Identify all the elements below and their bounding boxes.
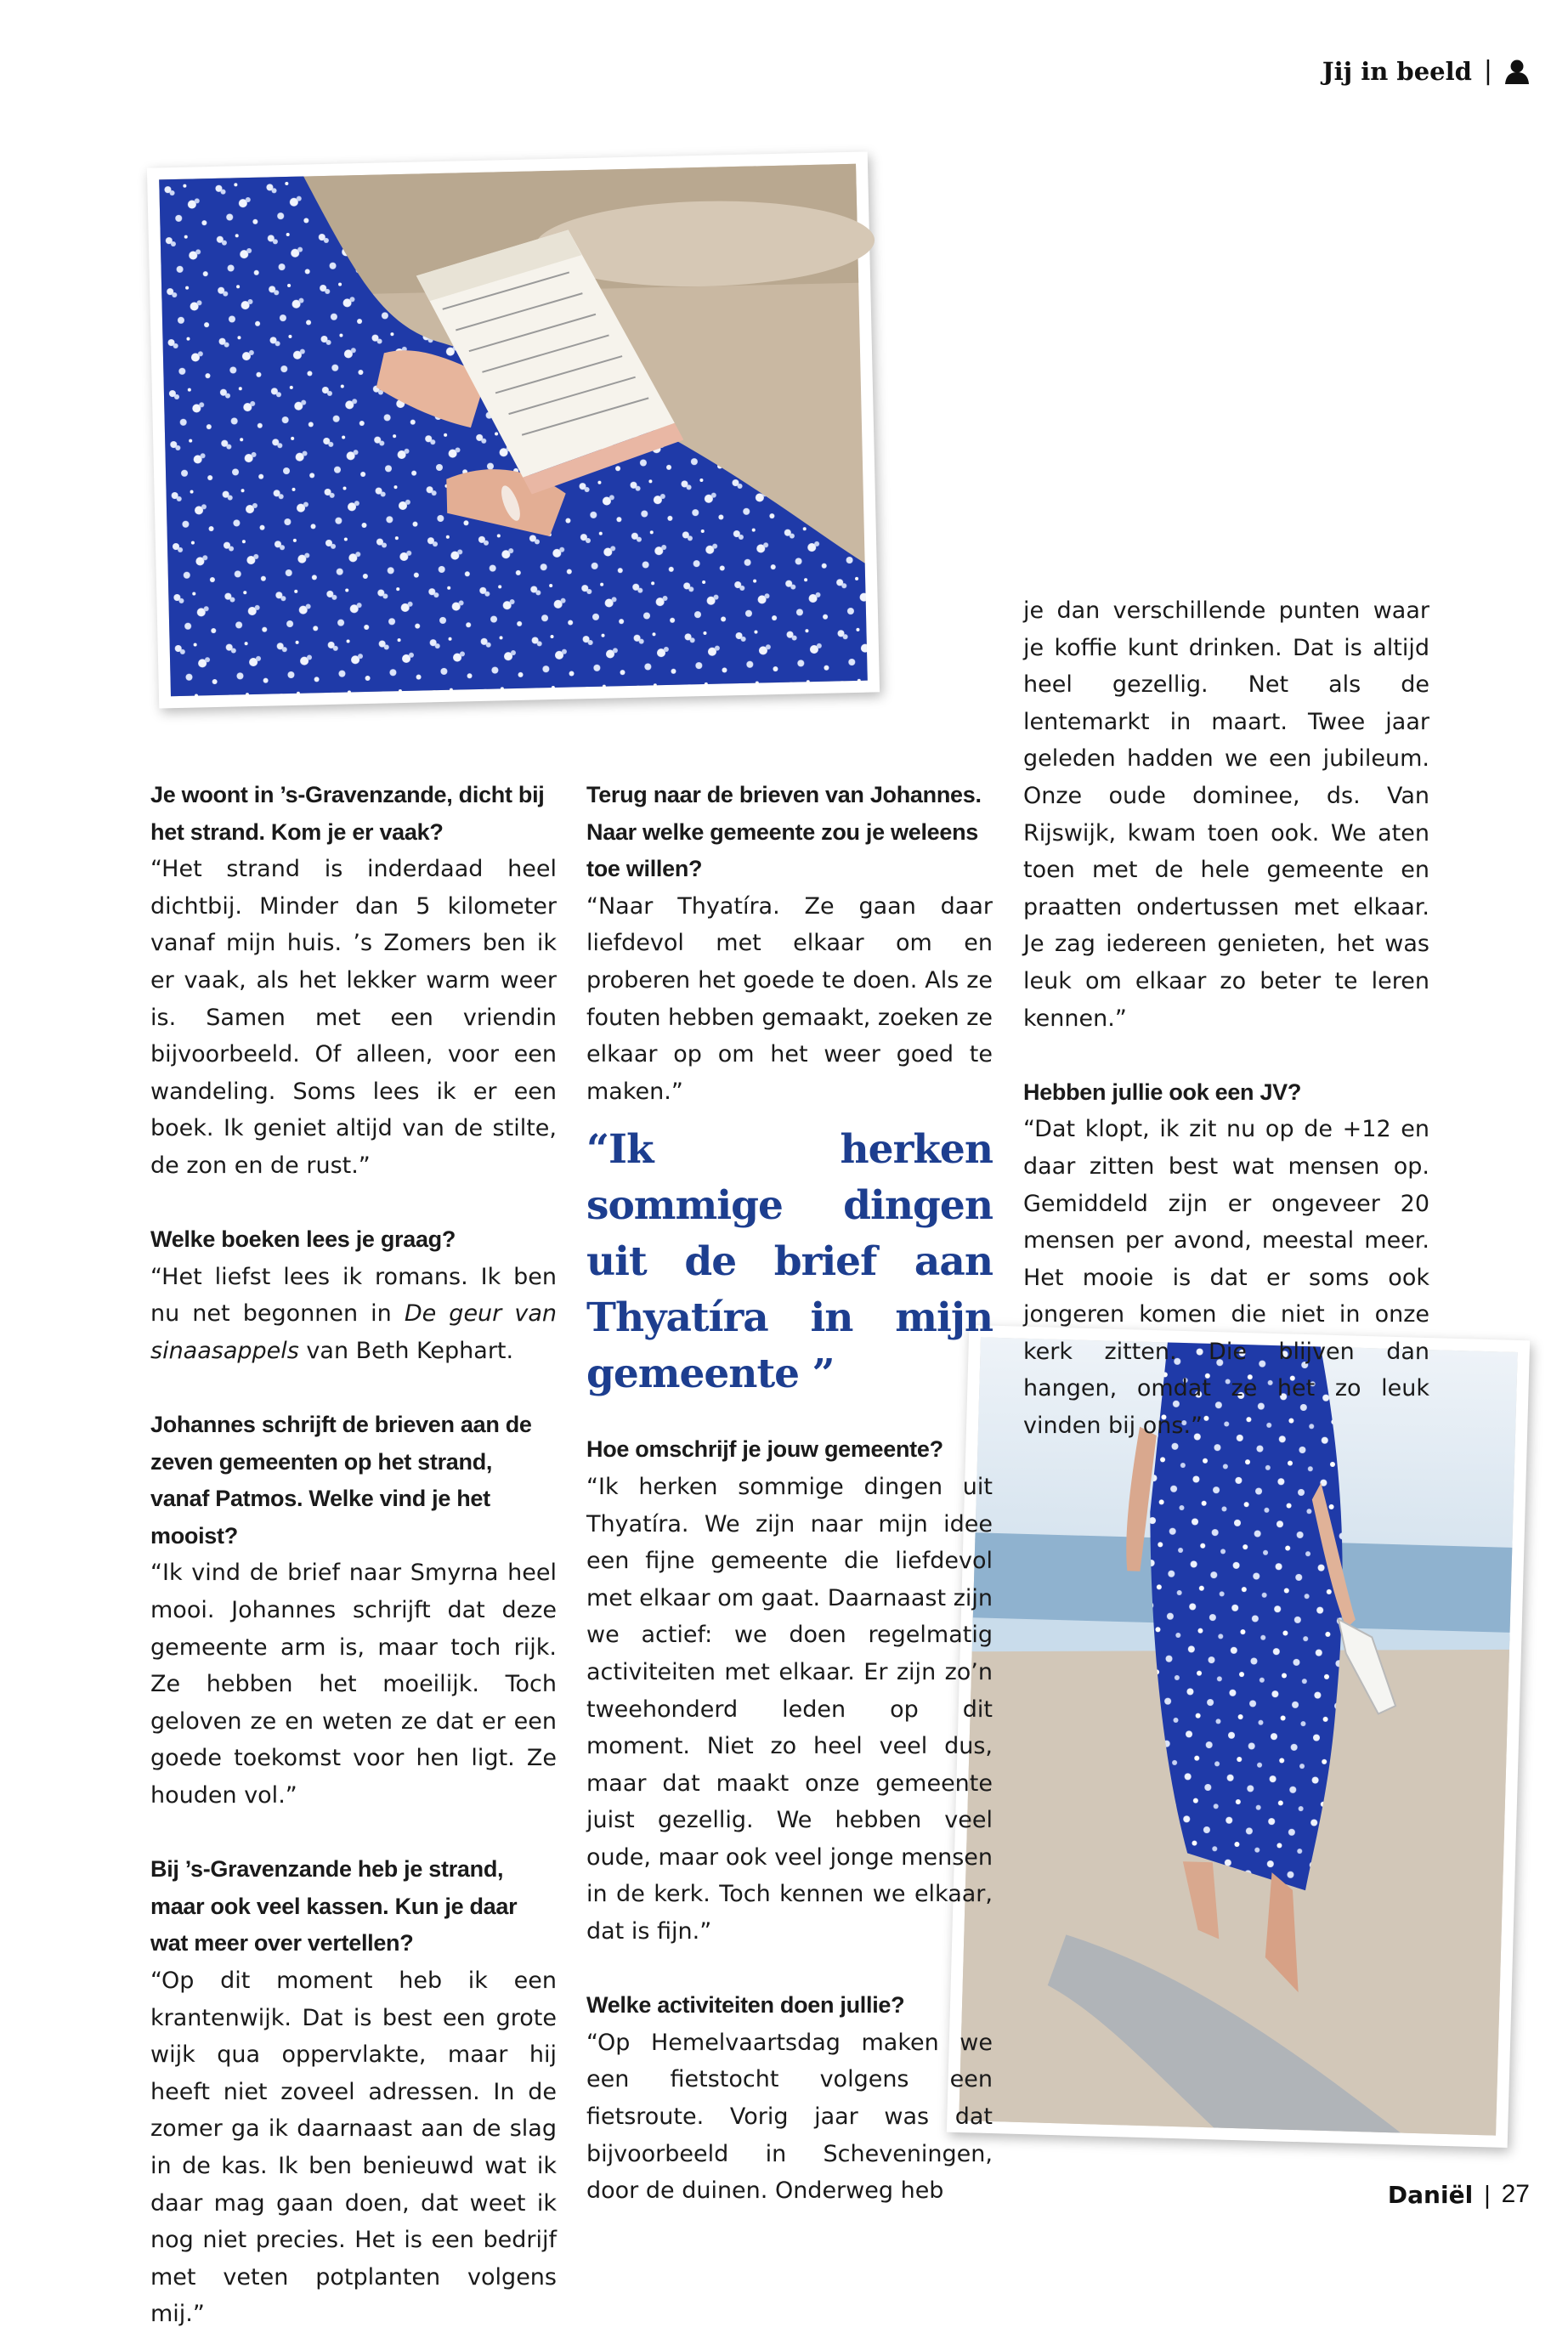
interview-question: Welke activiteiten doen jullie? <box>586 1992 905 2019</box>
section-title: Jij in beeld <box>1322 56 1472 86</box>
interview-question: Terug naar de brieven van Johannes. Naar welke gemeente zou je weleens toe willen? <box>586 782 982 882</box>
interview-answer: “Ik herken sommige dingen uit Thyatíra. We zijn naar mijn idee een fijne gemeente die liefdevol met elkaar om gaat. Daarnaast zijn we actief: we doen regelmatig activiteiten met elkaar. Er zijn zo’n tweehonderd leden op dit moment. Niet zo heel veel dus, maar dat maakt onze gemeente juist gezellig. We hebben veel oude, maar ook veel jonge mensen in de kerk. Toch kennen we elkaar, dat is fijn.” <box>586 1473 993 1945</box>
interview-answer <box>150 1259 557 1370</box>
article-column-1 <box>150 777 557 2333</box>
photo-reading-bible <box>147 151 880 708</box>
interview-answer: “Dat klopt, ik zit nu op de +12 en daar zitten best wat mensen op. Gemiddeld zijn er ongeveer 20 mensen per avond, meestal meer. Het mooie is dat er soms ook jongeren komen die niet in onze kerk zitten. Die blijven dan hangen, omdat ze het zo leuk vinden bij ons.” <box>1023 1116 1429 1440</box>
header-separator: | <box>1483 56 1492 86</box>
interview-question: Johannes schrijft de brieven aan de zeven gemeenten op het strand, vanaf Patmos. Welke vind je het mooist? <box>150 1412 532 1549</box>
page-number: 27 <box>1501 2180 1530 2208</box>
page-footer <box>1388 2180 1530 2209</box>
footer-separator: | <box>1483 2180 1492 2209</box>
interview-question: Welke boeken lees je graag? <box>150 1226 456 1253</box>
interview-answer: “Het strand is inderdaad heel dichtbij. Minder dan 5 kilometer vanaf mijn huis. ’s Zomers ben ik er vaak, als het lekker warm weer is. Samen met een vriendin bijvoorbeeld. Of alleen, voor een wandeling. Soms lees ik er een boek. Ik geniet altijd van de stilte, de zon en de rust.” <box>150 856 557 1179</box>
interview-question: Je woont in ’s-Gravenzande, dicht bij het strand. Kom je er vaak? <box>150 782 545 845</box>
interview-question: Bij ’s-Gravenzande heb je strand, maar ook veel kassen. Kun je daar wat meer over vertellen? <box>150 1856 518 1956</box>
section-header <box>1322 56 1530 86</box>
interview-question: Hebben jullie ook een JV? <box>1023 1079 1302 1105</box>
pull-quote: “Ik herken sommige dingen uit de brief aan Thyatíra in mijn gemeente ” <box>586 1126 993 1398</box>
answer-text: van Beth Kephart. <box>298 1337 514 1364</box>
interview-question: Hoe omschrijf je jouw gemeente? <box>586 1436 943 1463</box>
interview-answer: “Naar Thyatíra. Ze gaan daar liefdevol met elkaar om en proberen het goede te doen. Als ze fouten hebben gemaakt, zoeken ze elkaar op om het weer goed te maken.” <box>586 892 993 1105</box>
book-title: De geur van sinaasappels <box>150 1300 557 1364</box>
interview-answer: “Ik vind de brief naar Smyrna heel mooi. Johannes schrijft dat deze gemeente arm is, maar toch rijk. Ze hebben het moeilijk. Toch geloven ze en weten ze dat er een goede toekomst voor hen ligt. Ze houden vol.” <box>150 1560 557 1809</box>
interview-answer: je dan verschillende punten waar je koffie kunt drinken. Dat is altijd heel gezellig. Net als de lentemarkt in maart. Twee jaar geleden hadden we een jubileum. Onze oude dominee, ds. Van Rijswijk, kwam toen ook. We aten toen met de hele gemeente en praatten ondertussen met elkaar. Je zag iedereen genieten, het was leuk om elkaar zo beter te leren kennen.” <box>1023 597 1429 1032</box>
interview-answer: “Op dit moment heb ik een krantenwijk. Dat is best een grote wijk qua oppervlakte, maar hij heeft niet zoveel adressen. In de zomer ga ik daarnaast aan de slag in de kas. Ik ben benieuwd wat ik daar mag gaan doen, dat weet ik nog niet precies. Het is een bedrijf met veten potplanten volgens mij.” <box>150 1968 557 2328</box>
article-column-2 <box>586 777 993 2210</box>
article-column-3 <box>1023 592 1429 1445</box>
answer-text: “Het liefst lees ik romans. Ik ben nu net begonnen in <box>150 1263 557 1328</box>
photo-reading-image <box>159 164 868 696</box>
magazine-name: Daniël <box>1387 2180 1474 2209</box>
interview-answer: “Op Hemelvaartsdag maken we een fietstocht volgens een fietsroute. Vorig jaar was dat bijvoorbeeld in Scheveningen, door de duinen. Onderweg heb <box>586 2029 993 2205</box>
photo-walking-beach <box>947 1325 1530 2148</box>
photo-walking-image <box>959 1337 1517 2135</box>
person-icon <box>1504 59 1530 84</box>
